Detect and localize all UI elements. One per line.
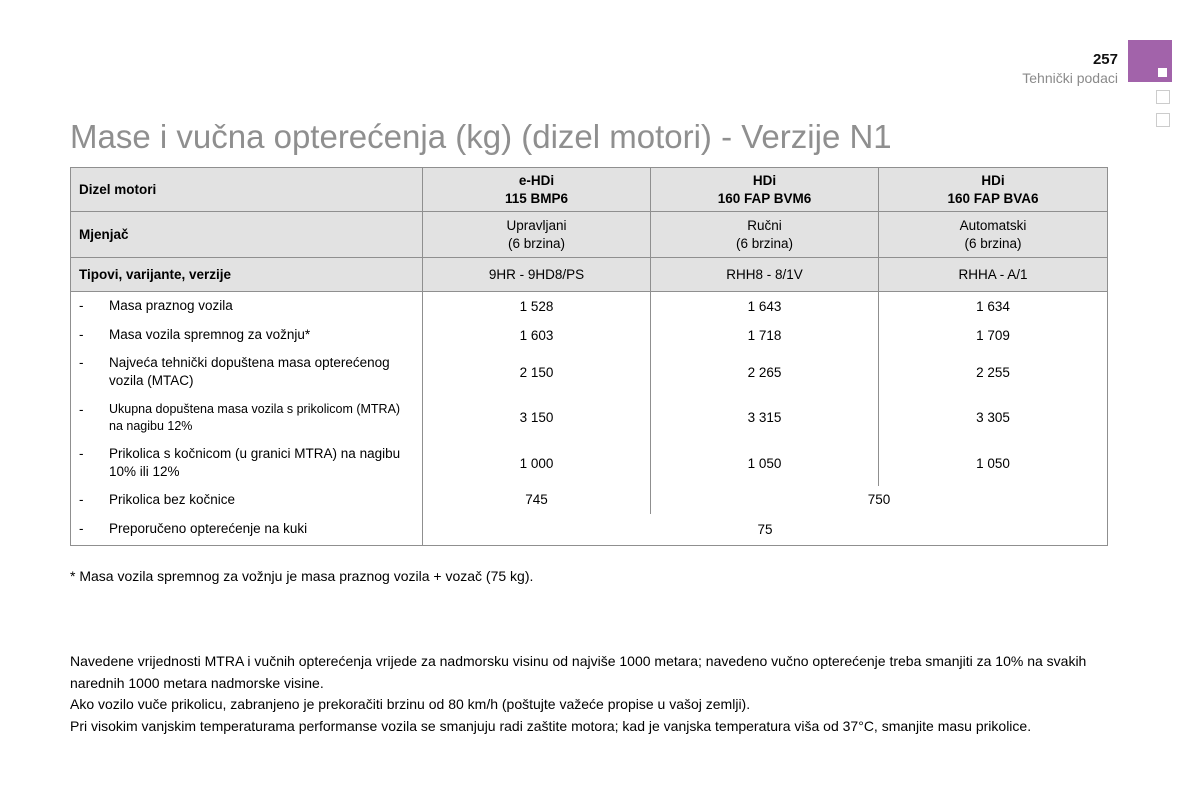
gearbox-speeds: (6 brzina)	[964, 235, 1022, 251]
table-row	[71, 395, 1108, 441]
spec-label-cell	[71, 350, 423, 395]
footnote: * Masa vozila spremnog za vožnju je masa praznog vozila + vozač (75 kg).	[70, 568, 534, 584]
spec-value: 1 709	[879, 321, 1108, 350]
spec-value: 2 265	[651, 350, 879, 395]
table-row	[71, 321, 1108, 350]
spec-label-cell	[71, 514, 423, 546]
engine-spec: 160 FAP BVA6	[947, 190, 1039, 206]
row-label: Preporučeno opterećenje na kuki	[109, 521, 308, 537]
table-row	[71, 486, 1108, 514]
spec-value-merged: 750	[651, 486, 1108, 514]
header-dizel-motori: Dizel motori	[71, 168, 423, 212]
row-dash: -	[79, 298, 84, 314]
note-paragraph: Navedene vrijednosti MTRA i vučnih opterećenja vrijede za nadmorsku visinu od najviše 1000 metara; navedeno vučno opterećenje treba smanjiti za 10% na svakih narednih 1000 metara nadmorske visine.	[70, 653, 1087, 691]
notes-block	[70, 651, 1110, 737]
type-code-3: RHHA - A/1	[879, 258, 1108, 292]
spec-value: 745	[423, 486, 651, 514]
spec-value: 1 634	[879, 292, 1108, 321]
spec-label-cell	[71, 441, 423, 486]
gearbox-speeds: (6 brzina)	[507, 235, 566, 251]
row-label: Masa vozila spremnog za vožnju*	[109, 327, 311, 343]
spec-value: 1 000	[423, 441, 651, 486]
engine-name: HDi	[752, 172, 777, 188]
row-label: Najveća tehnički dopuštena masa opterećenog vozila (MTAC)	[109, 355, 390, 388]
row-dash: -	[79, 327, 84, 343]
spec-value: 2 255	[879, 350, 1108, 395]
table-header-row-types	[71, 258, 1108, 292]
page-title: Mase i vučna opterećenja (kg) (dizel motori) - Verzije N1	[70, 118, 892, 155]
engine-header-3	[879, 168, 1108, 212]
engine-spec: 115 BMP6	[504, 190, 569, 206]
row-label: Ukupna dopuštena masa vozila s prikolicom (MTRA) na nagibu 12%	[109, 402, 401, 433]
row-dash: -	[79, 446, 84, 462]
note-paragraph: Pri visokim vanjskim temperaturama performanse vozila se smanjuju radi zaštite motora; kad je vanjska temperatura viša od 37°C, smanjite masu prikolice.	[70, 717, 1032, 734]
spec-value: 1 603	[423, 321, 651, 350]
spec-label-cell	[71, 292, 423, 321]
table-row	[71, 292, 1108, 321]
gearbox-cell-3	[879, 212, 1108, 258]
engine-name: HDi	[981, 172, 1005, 188]
table-row	[71, 350, 1108, 395]
type-code-1: 9HR - 9HD8/PS	[423, 258, 651, 292]
spec-label-cell	[71, 321, 423, 350]
gearbox-type: Upravljani	[506, 217, 567, 233]
table-row	[71, 441, 1108, 486]
note-paragraph: Ako vozilo vuče prikolicu, zabranjeno je prekoračiti brzinu od 80 km/h (poštujte važeće propise u vašoj zemlji).	[70, 696, 751, 712]
spec-value: 1 050	[651, 441, 879, 486]
row-dash: -	[79, 521, 84, 537]
gearbox-type: Automatski	[959, 217, 1027, 233]
spec-value: 1 718	[651, 321, 879, 350]
page-header	[1022, 51, 1118, 86]
row-label: Prikolica bez kočnice	[109, 491, 236, 507]
section-tab-active-square-icon	[1158, 68, 1167, 77]
spec-value: 1 050	[879, 441, 1108, 486]
gearbox-speeds: (6 brzina)	[735, 235, 794, 251]
section-tab-outline-square-icon	[1156, 90, 1170, 104]
header-mjenjac: Mjenjač	[71, 212, 423, 258]
gearbox-type: Ručni	[747, 217, 782, 233]
specs-table	[70, 167, 1108, 546]
table-header-row-gearbox	[71, 212, 1108, 258]
spec-value: 2 150	[423, 350, 651, 395]
table-header-row-engines	[71, 168, 1108, 212]
spec-value-merged: 75	[423, 514, 1108, 546]
page-number: 257	[1092, 51, 1118, 68]
engine-name: e-HDi	[518, 172, 555, 188]
row-label: Masa praznog vozila	[109, 298, 233, 314]
row-label: Prikolica s kočnicom (u granici MTRA) na nagibu 10% ili 12%	[109, 446, 401, 479]
row-dash: -	[79, 355, 84, 371]
spec-value: 3 305	[879, 395, 1108, 441]
spec-value: 3 150	[423, 395, 651, 441]
section-tab-marker	[1128, 40, 1172, 82]
type-code-2: RHH8 - 8/1V	[651, 258, 879, 292]
engine-header-1	[423, 168, 651, 212]
row-dash: -	[79, 402, 84, 418]
engine-spec: 160 FAP BVM6	[717, 190, 812, 206]
section-tab-outline-square-icon	[1156, 113, 1170, 127]
spec-label-cell	[71, 395, 423, 441]
gearbox-cell-2	[651, 212, 879, 258]
header-tipovi: Tipovi, varijante, verzije	[71, 258, 423, 292]
section-title: Tehnički podaci	[1022, 70, 1118, 87]
spec-value: 1 528	[423, 292, 651, 321]
engine-header-2	[651, 168, 879, 212]
spec-value: 1 643	[651, 292, 879, 321]
table-row	[71, 514, 1108, 546]
spec-value: 3 315	[651, 395, 879, 441]
row-dash: -	[79, 491, 84, 507]
spec-label-cell	[71, 486, 423, 514]
gearbox-cell-1	[423, 212, 651, 258]
